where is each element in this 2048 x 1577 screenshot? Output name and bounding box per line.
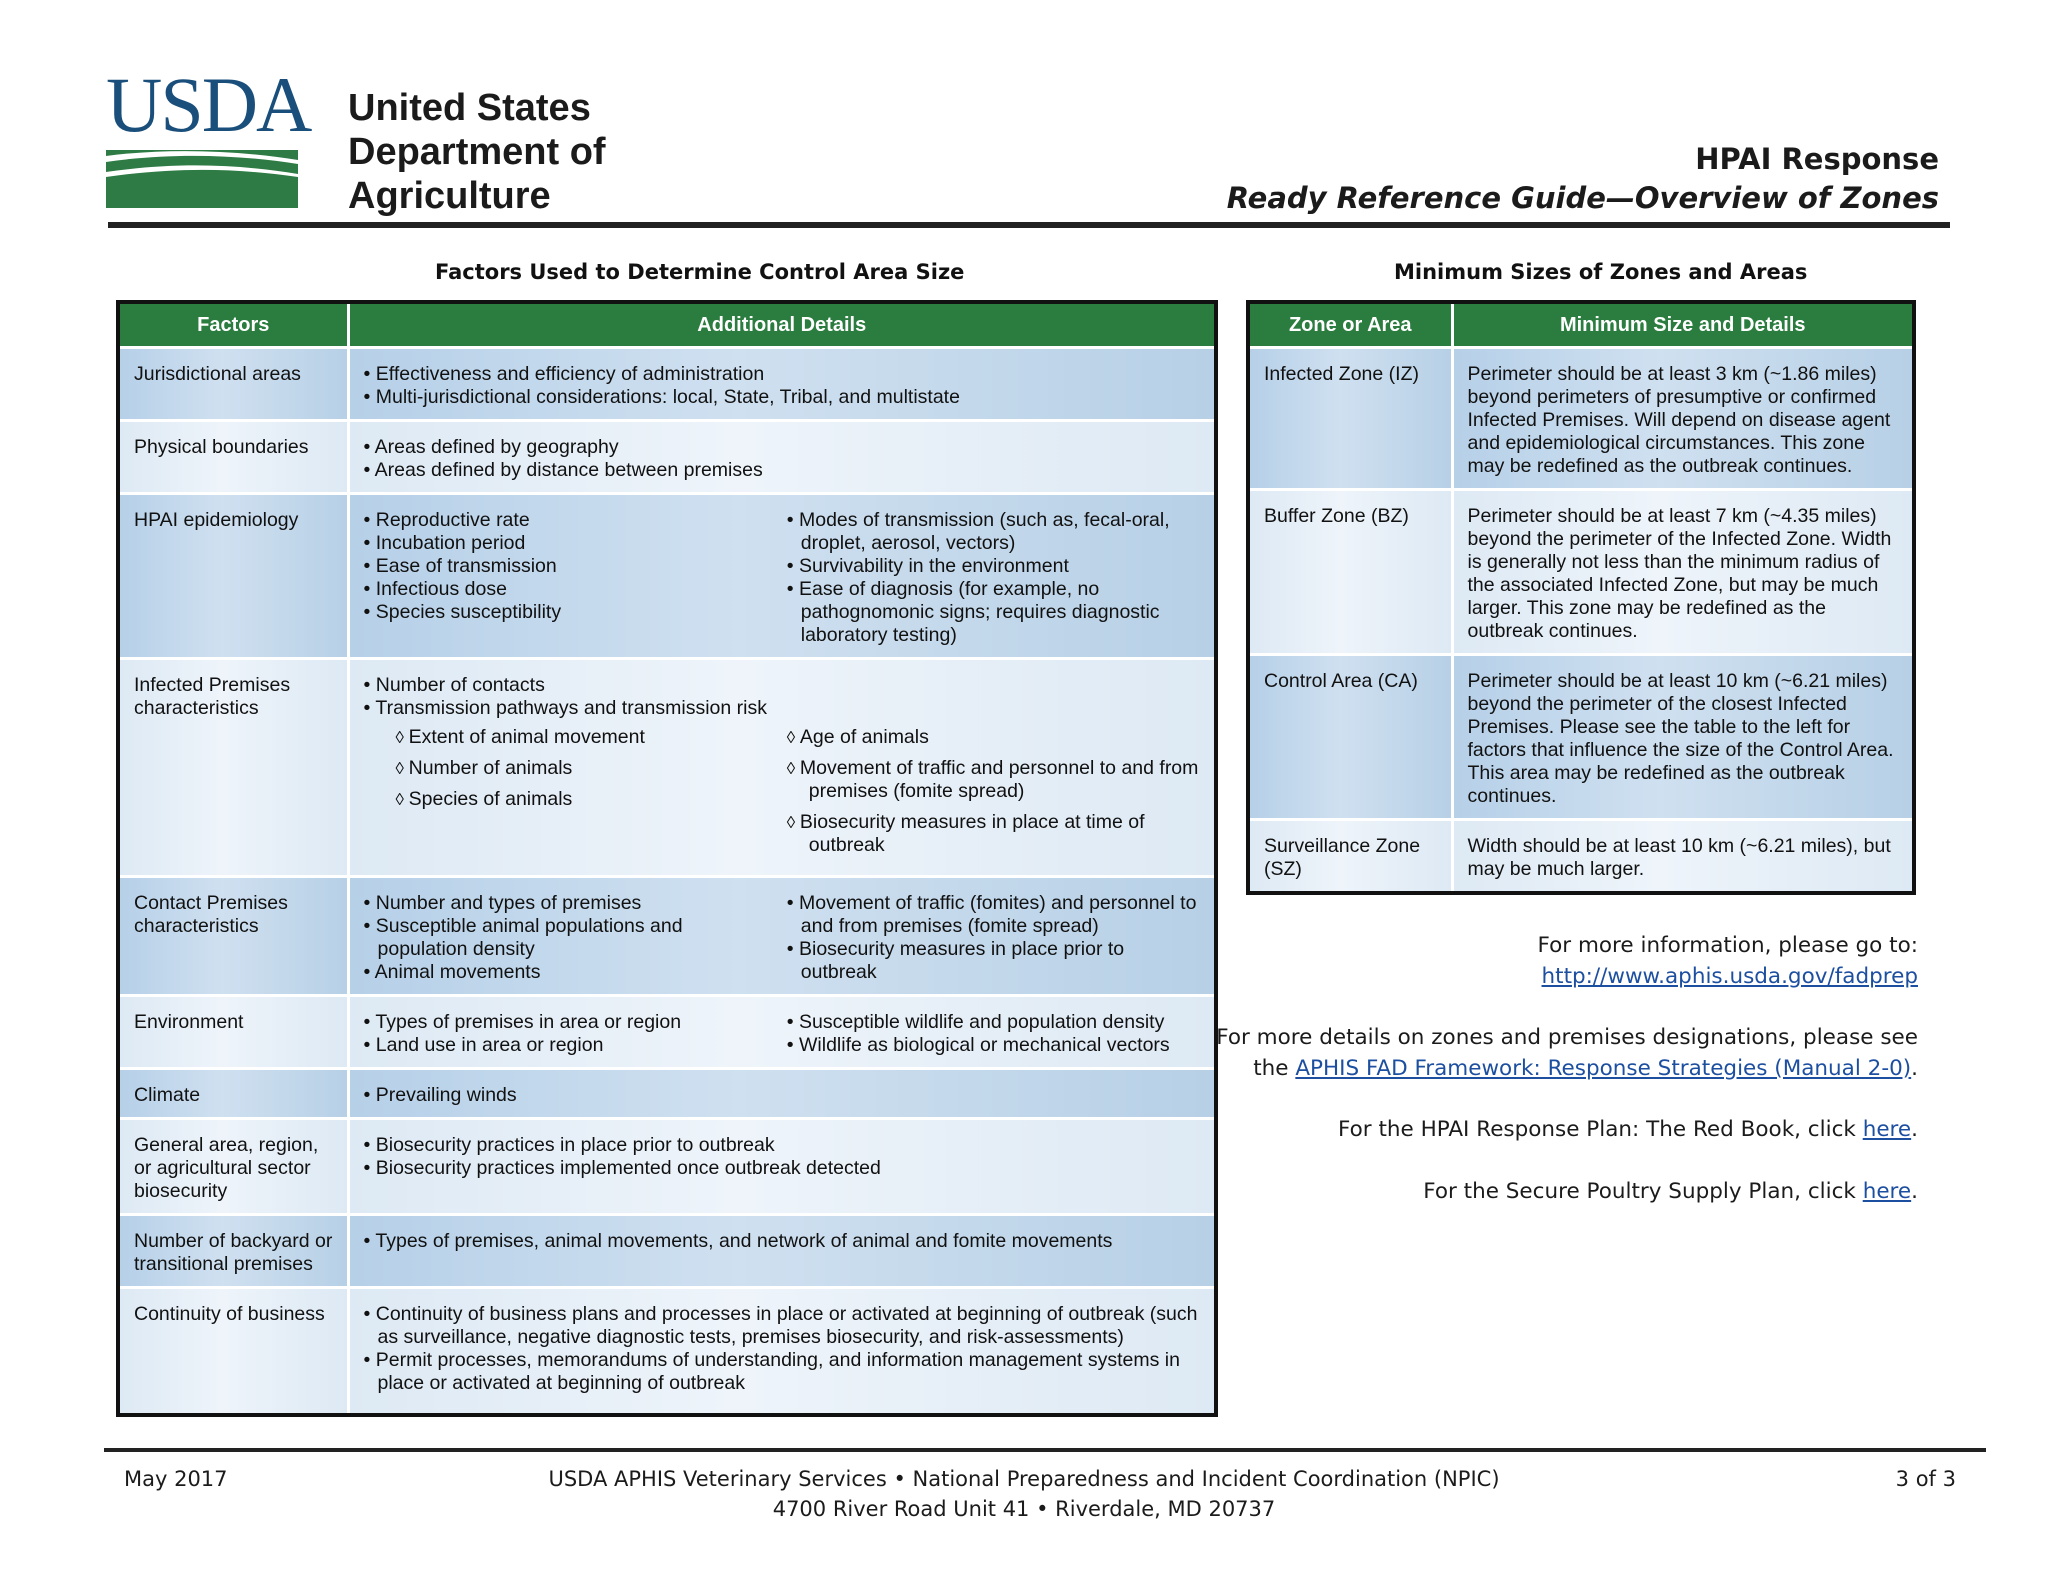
agency-line: Department of — [348, 131, 606, 173]
agency-line: United States — [348, 87, 591, 129]
table-header-row — [1248, 302, 1914, 348]
detail-item: • Ease of diagnosis (for example, no pathognomonic signs; requires diagnostic laboratory testing) — [787, 578, 1200, 647]
zone-cell: Surveillance Zone (SZ) — [1248, 820, 1452, 894]
factor-cell: Infected Premises characteristics — [118, 659, 348, 877]
table-row — [1248, 655, 1914, 820]
table-row — [1248, 490, 1914, 655]
factor-cell: Environment — [118, 996, 348, 1069]
column-header: Zone or Area — [1248, 302, 1452, 348]
detail-item: • Infectious dose — [364, 578, 777, 601]
table-row — [118, 348, 1216, 421]
detail-item: • Prevailing winds — [364, 1084, 1201, 1107]
factors-table — [116, 300, 1218, 1417]
red-book-text: For the HPAI Response Plan: The Red Book, click — [1338, 1117, 1856, 1142]
logo-field-graphic — [106, 150, 298, 208]
detail-item: • Types of premises, animal movements, and network of animal and fomite movements — [364, 1230, 1201, 1253]
framework-manual-link[interactable]: APHIS FAD Framework: Response Strategies (Manual 2-0) — [1295, 1056, 1912, 1081]
factor-cell: Climate — [118, 1069, 348, 1119]
more-info-text: For more information, please go to: — [1537, 933, 1918, 958]
sub-detail-item: ◊ Biosecurity measures in place at time of outbreak — [787, 811, 1200, 857]
detail-item: • Survivability in the environment — [787, 555, 1200, 578]
detail-item: • Types of premises in area or region — [364, 1011, 777, 1034]
sub-detail-item: ◊ Movement of traffic and personnel to and from premises (fomite spread) — [787, 757, 1200, 803]
table-row — [1248, 820, 1914, 894]
zone-cell: Buffer Zone (BZ) — [1248, 490, 1452, 655]
document-title — [1227, 140, 1939, 218]
table-row — [1248, 348, 1914, 490]
details-cell — [348, 1215, 1216, 1288]
detail-item: • Biosecurity practices in place prior to outbreak — [364, 1134, 1201, 1157]
zone-details-cell: Perimeter should be at least 10 km (~6.21 miles) beyond the perimeter of the closest Infected Premises. Please see the table to the left for factors that influence the size of the Control Area. This area may be redefined as the outbreak continues. — [1452, 655, 1914, 820]
detail-item: • Number of contacts — [364, 674, 777, 697]
footer-divider — [104, 1448, 1986, 1452]
sub-detail-item: ◊ Number of animals — [396, 757, 777, 780]
title-line-2: Ready Reference Guide—Overview of Zones — [1226, 181, 1939, 215]
detail-item: • Modes of transmission (such as, fecal-oral, droplet, aerosol, vectors) — [787, 509, 1200, 555]
footer-address-line: 4700 River Road Unit 41 • Riverdale, MD 20737 — [772, 1497, 1276, 1521]
detail-item: • Permit processes, memorandums of understanding, and information management systems in place or activated at beginning of outbreak — [364, 1349, 1201, 1395]
table-row — [118, 1119, 1216, 1215]
details-cell — [348, 348, 1216, 421]
agency-line: Agriculture — [348, 175, 551, 217]
detail-item: • Wildlife as biological or mechanical vectors — [787, 1034, 1200, 1057]
detail-item: • Susceptible wildlife and population density — [787, 1011, 1200, 1034]
footer-org-line: USDA APHIS Veterinary Services • National Preparedness and Incident Coordination (NPIC) — [548, 1467, 1500, 1491]
detail-item: • Animal movements — [364, 961, 777, 984]
details-cell — [348, 1069, 1216, 1119]
punctuation: . — [1911, 1179, 1918, 1204]
agency-name — [348, 86, 606, 218]
table-row — [118, 659, 1216, 877]
table-row — [118, 877, 1216, 996]
detail-item: • Susceptible animal populations and population density — [364, 915, 777, 961]
sub-detail-item: ◊ Species of animals — [396, 788, 777, 811]
factor-cell: Jurisdictional areas — [118, 348, 348, 421]
detail-item: • Biosecurity measures in place prior to outbreak — [787, 938, 1200, 984]
detail-item: • Number and types of premises — [364, 892, 777, 915]
footer-date: May 2017 — [124, 1467, 228, 1491]
factor-cell: Continuity of business — [118, 1288, 348, 1416]
zone-cell: Control Area (CA) — [1248, 655, 1452, 820]
details-cell — [348, 659, 1216, 877]
footer-page-number: 3 of 3 — [1895, 1467, 1956, 1491]
framework-text-prefix: the — [1253, 1056, 1289, 1081]
table-row — [118, 1215, 1216, 1288]
factor-cell: HPAI epidemiology — [118, 494, 348, 659]
factor-cell: General area, region, or agricultural sector biosecurity — [118, 1119, 348, 1215]
fadprep-link[interactable]: http://www.aphis.usda.gov/fadprep — [1541, 964, 1918, 989]
factor-cell: Number of backyard or transitional premises — [118, 1215, 348, 1288]
details-cell — [348, 1119, 1216, 1215]
logo-wordmark: USDA — [106, 61, 311, 148]
detail-item: • Species susceptibility — [364, 601, 777, 624]
zone-details-cell: Width should be at least 10 km (~6.21 miles), but may be much larger. — [1452, 820, 1914, 894]
table-row — [118, 996, 1216, 1069]
detail-item: • Biosecurity practices implemented once outbreak detected — [364, 1157, 1201, 1180]
details-cell — [348, 1288, 1216, 1416]
detail-item: • Movement of traffic (fomites) and personnel to and from premises (fomite spread) — [787, 892, 1200, 938]
details-cell — [348, 421, 1216, 494]
usda-logo — [106, 61, 311, 208]
table-header-row — [118, 302, 1216, 348]
title-line-1: HPAI Response — [1695, 142, 1939, 176]
sub-detail-item: ◊ Age of animals — [787, 726, 1200, 749]
red-book-block — [1338, 1114, 1918, 1145]
detail-item: • Areas defined by distance between premises — [364, 459, 1201, 482]
framework-text: For more details on zones and premises designations, please see — [1216, 1025, 1918, 1050]
sub-detail-item: ◊ Extent of animal movement — [396, 726, 777, 749]
footer-center — [0, 1464, 2048, 1524]
detail-item: • Areas defined by geography — [364, 436, 1201, 459]
factor-cell: Physical boundaries — [118, 421, 348, 494]
details-cell — [348, 996, 1216, 1069]
column-header: Additional Details — [348, 302, 1216, 348]
detail-item: • Reproductive rate — [364, 509, 777, 532]
header-divider — [108, 222, 1950, 228]
more-info-block — [1538, 930, 1918, 992]
table-row — [118, 421, 1216, 494]
column-header: Minimum Size and Details — [1452, 302, 1914, 348]
factor-cell: Contact Premises characteristics — [118, 877, 348, 996]
punctuation: . — [1911, 1117, 1918, 1142]
detail-item: • Land use in area or region — [364, 1034, 777, 1057]
table-row — [118, 1288, 1216, 1416]
zone-cell: Infected Zone (IZ) — [1248, 348, 1452, 490]
zones-table-title: Minimum Sizes of Zones and Areas — [1394, 260, 1808, 284]
poultry-plan-here-link[interactable]: here — [1862, 1179, 1912, 1204]
detail-item: • Incubation period — [364, 532, 777, 555]
detail-item: • Multi-jurisdictional considerations: local, State, Tribal, and multistate — [364, 386, 1201, 409]
red-book-here-link[interactable]: here — [1862, 1117, 1912, 1142]
factors-table-title: Factors Used to Determine Control Area Size — [435, 260, 965, 284]
poultry-plan-block — [1423, 1176, 1918, 1207]
column-header: Factors — [118, 302, 348, 348]
zones-table — [1246, 300, 1916, 895]
detail-item: • Continuity of business plans and processes in place or activated at beginning of outbreak (such as surveillance, negative diagnostic tests, premises biosecurity, and risk-assessments) — [364, 1303, 1201, 1349]
framework-info-block — [1216, 1022, 1918, 1084]
detail-item: • Effectiveness and efficiency of administration — [364, 363, 1201, 386]
details-cell — [348, 494, 1216, 659]
punctuation: . — [1911, 1056, 1918, 1081]
detail-item: • Ease of transmission — [364, 555, 777, 578]
zone-details-cell: Perimeter should be at least 7 km (~4.35 miles) beyond the perimeter of the Infected Zone. Width is generally not less than the minimum radius of the associated Infected Zone, but may be much larger. This zone may be redefined as the outbreak continues. — [1452, 490, 1914, 655]
table-row — [118, 1069, 1216, 1119]
poultry-plan-text: For the Secure Poultry Supply Plan, click — [1423, 1179, 1856, 1204]
details-cell — [348, 877, 1216, 996]
zone-details-cell: Perimeter should be at least 3 km (~1.86 miles) beyond perimeters of presumptive or confirmed Infected Premises. Will depend on disease agent and epidemiological circumstances. This zone may be redefined as the outbreak continues. — [1452, 348, 1914, 490]
table-row — [118, 494, 1216, 659]
detail-item: • Transmission pathways and transmission risk — [364, 697, 777, 720]
